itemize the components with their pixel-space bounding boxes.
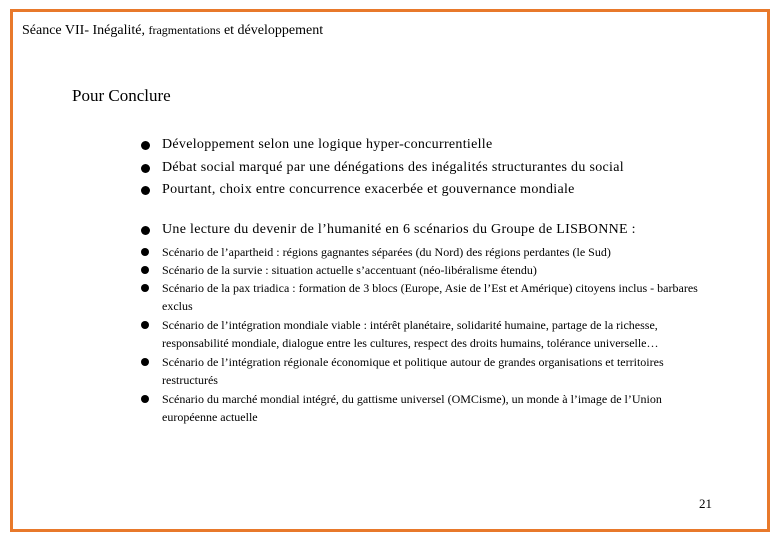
scenario-text: Scénario du marché mondial intégré, du gattisme universel (OMCisme), un monde à l’image de l’Union européenne actuelle bbox=[162, 392, 662, 424]
scenario-text: Scénario de la pax triadica : formation de 3 blocs (Europe, Asie de l’Est et Amérique) citoyens inclus - barbares exclus bbox=[162, 281, 698, 313]
main-point-text: Pourtant, choix entre concurrence exacerbée et gouvernance mondiale bbox=[162, 182, 575, 197]
slide-title: Pour Conclure bbox=[72, 86, 171, 105]
main-point-item bbox=[141, 179, 741, 202]
lisbonne-heading-text: Une lecture du devenir de l’humanité en 6 scénarios du Groupe de LISBONNE : bbox=[162, 222, 636, 237]
scenario-text: Scénario de l’apartheid : régions gagnantes séparées (du Nord) des régions perdantes (le Sud) bbox=[162, 245, 611, 259]
lisbonne-heading-item bbox=[141, 219, 741, 241]
bullet-icon bbox=[141, 226, 150, 235]
bullet-icon bbox=[141, 141, 150, 150]
slide-header bbox=[22, 23, 323, 39]
scenario-item bbox=[141, 390, 703, 426]
bullet-icon bbox=[141, 186, 150, 195]
bullet-icon bbox=[141, 395, 149, 403]
main-point-text: Développement selon une logique hyper-concurrentielle bbox=[162, 137, 493, 152]
bullet-icon bbox=[141, 248, 149, 256]
scenario-item bbox=[141, 353, 703, 389]
main-point-item bbox=[141, 157, 741, 180]
header-text-part1: Séance VII- Inégalité, bbox=[22, 23, 149, 38]
header-text-part2: fragmentations bbox=[148, 23, 221, 37]
scenario-text: Scénario de la survie : situation actuelle s’accentuant (néo-libéralisme étendu) bbox=[162, 263, 537, 277]
bullet-icon bbox=[141, 266, 149, 274]
header-text-part3: et développement bbox=[220, 23, 324, 38]
bullet-icon bbox=[141, 284, 149, 292]
bullet-icon bbox=[141, 358, 149, 366]
scenario-item bbox=[141, 243, 703, 261]
bullet-icon bbox=[141, 321, 149, 329]
page-number: 21 bbox=[699, 496, 712, 511]
lisbonne-heading-list bbox=[141, 219, 741, 241]
main-points-list bbox=[141, 134, 741, 202]
main-point-text: Débat social marqué par une dénégations des inégalités structurantes du social bbox=[162, 159, 624, 175]
scenarios-list bbox=[141, 243, 703, 426]
main-point-item bbox=[141, 134, 741, 157]
bullet-icon bbox=[141, 164, 150, 173]
scenario-item bbox=[141, 261, 703, 279]
scenario-item bbox=[141, 316, 703, 352]
scenario-item bbox=[141, 279, 703, 315]
scenario-text: Scénario de l’intégration régionale économique et politique autour de grandes organisations et territoires restructurés bbox=[162, 355, 664, 387]
scenario-text: Scénario de l’intégration mondiale viable : intérêt planétaire, solidarité humaine, partage de la richesse, responsabilité mondiale, dialogue entre les cultures, respect des droits humains, tolérance universelle… bbox=[162, 318, 659, 350]
